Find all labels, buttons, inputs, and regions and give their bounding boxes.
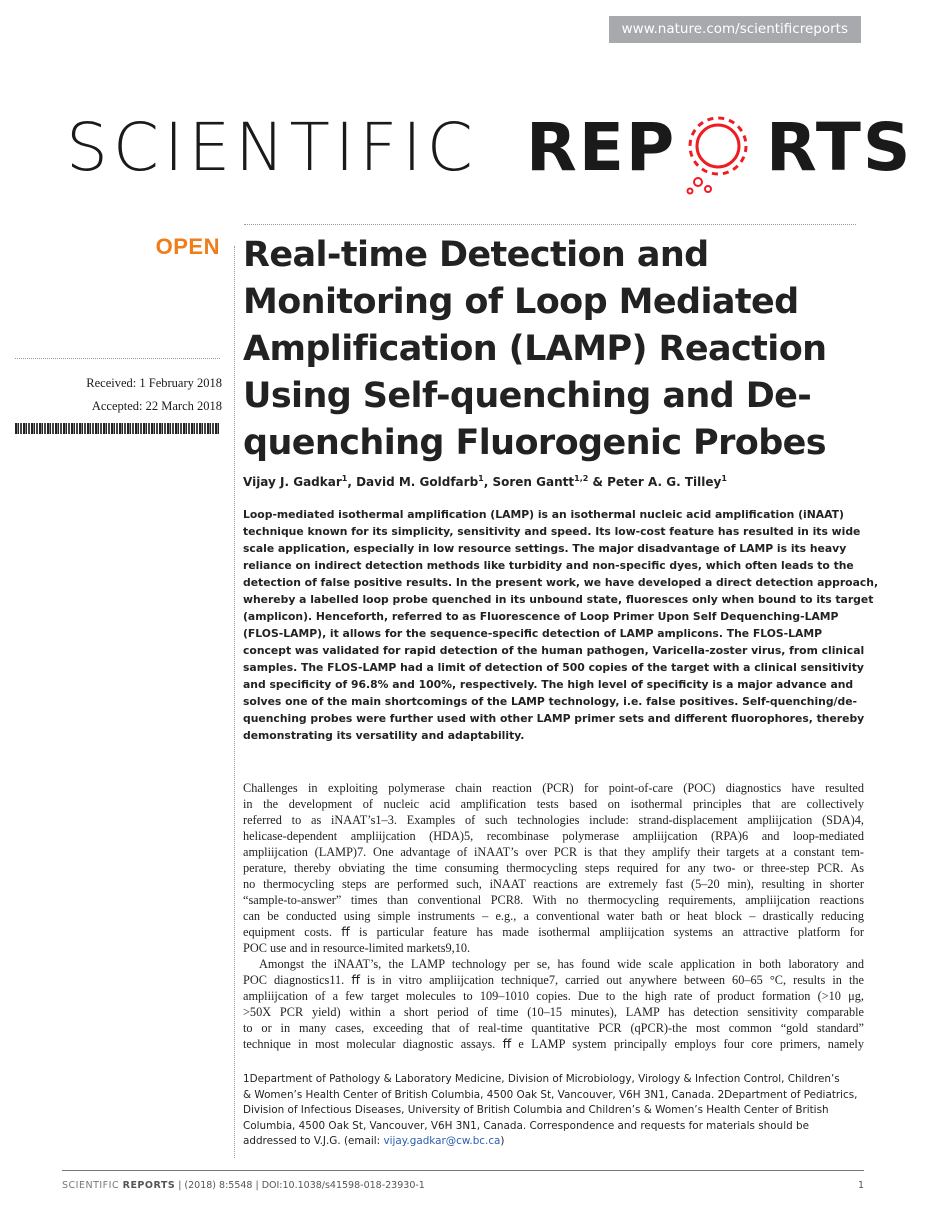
- body-line: to or in many cases, exceeding that of real-time quantitative PCR (qPCR)-the most common “gold standard”: [243, 1021, 864, 1035]
- abstract-line: whereby a labelled loop probe quenched in its unbound state, fluoresces only when bound to its target: [243, 593, 874, 606]
- abstract-line: demonstrating its versatility and adaptability.: [243, 729, 525, 742]
- masthead-rep: REP: [526, 109, 677, 186]
- body-line: can be conducted using simple instruments – e.g., a conventional water bath or heat block – drastically reducing: [243, 909, 864, 923]
- journal-masthead: [66, 100, 913, 195]
- abstract-line: reliance on indirect detection methods like turbidity and non-specific dyes, which often leads to the: [243, 559, 854, 572]
- abstract-line: detection of false positive results. In the present work, we have developed a direct detection approach,: [243, 576, 879, 589]
- abstract-line: and specificity of 96.8% and 100%, respectively. The high level of specificity is a major advance and: [243, 678, 854, 691]
- author-name[interactable]: David M. Goldfarb: [356, 475, 479, 489]
- author-separator: ,: [347, 475, 357, 489]
- abstract-line: solves one of the main shortcomings of the LAMP technology, i.e. false positives. Self-quenching/de-: [243, 695, 858, 708]
- footer-divider: [62, 1170, 864, 1171]
- footer-journal: [62, 1180, 175, 1191]
- masthead-rts: RTS: [766, 109, 913, 186]
- column-divider: [234, 246, 235, 1158]
- body-text: [243, 780, 864, 1052]
- received-date: Received: 1 February 2018: [86, 376, 222, 390]
- abstract-line: scale application, especially in low resource settings. The major disadvantage of LAMP is its heavy: [243, 542, 847, 555]
- footer-journal-bold: REPORTS: [122, 1180, 176, 1191]
- title-line: Real-time Detection and: [243, 235, 709, 275]
- body-line: >50X PCR yield) within a short period of time (10–15 minutes), LAMP has detection sensitivity comparable: [243, 1005, 864, 1019]
- abstract-line: samples. The FLOS-LAMP had a limit of detection of 500 copies of the target with a clinical sensitivity: [243, 661, 864, 674]
- author-separator: &: [588, 475, 608, 489]
- author-affiliation: 1: [721, 474, 727, 483]
- page-number: 1: [857, 1180, 864, 1191]
- abstract: [243, 506, 879, 744]
- body-line: ampliijcation (LAMP)7. One advantage of iNAAT’s over PCR is that they amplify their targets at a constant tem-: [243, 845, 864, 859]
- body-line: Challenges in exploiting polymerase chain reaction (PCR) for point-of-care (POC) diagnostics have resulted: [243, 781, 864, 795]
- title-line: quenching Fluorogenic Probes: [243, 423, 827, 463]
- footnote-last-line: [243, 1134, 865, 1150]
- abstract-line: (FLOS-LAMP), it allows for the sequence-specific detection of LAMP amplicons. The FLOS-LAMP: [243, 627, 823, 640]
- masthead-scientific: SCIENTIFIC: [66, 109, 478, 186]
- body-line: POC use and in resource-limited markets9,10.: [243, 941, 471, 955]
- accepted-date: Accepted: 22 March 2018: [91, 399, 222, 413]
- body-line: “sample-to-answer” times than conventional PCR8. With no thermocycling requirements, ampliijcation reactions: [243, 893, 864, 907]
- author-name[interactable]: Peter A. G. Tilley: [607, 475, 722, 489]
- body-line: perature, thereby obviating the time consuming thermocycling steps required for any two- or three-step PCR. As: [243, 861, 864, 875]
- decorative-barcode: [15, 423, 219, 434]
- journal-url[interactable]: www.nature.com/scientificreports: [609, 16, 861, 43]
- body-line: equipment costs. ﬀ is particular feature has made isothermal ampliijcation systems an attractive platform for: [243, 925, 864, 939]
- body-line: Amongst the iNAAT’s, the LAMP technology per se, has found wide scale application in both laboratory and: [259, 957, 864, 971]
- body-line: no thermocycling steps are performed such, iNAAT reactions are extremely fast (5–20 min), resulting in shorter: [243, 877, 864, 891]
- author-affiliation: 1,2: [574, 474, 589, 483]
- footnote-close: ): [500, 1135, 505, 1147]
- footnote-line: Columbia, 4500 Oak St, Vancouver, V6H 3N1, Canada. Correspondence and requests for materials should be: [243, 1119, 809, 1132]
- abstract-line: concept was validated for rapid detection of the human pathogen, Varicella-zoster virus, from clinical: [243, 644, 865, 657]
- footnote-line: addressed to V.J.G. (email:: [243, 1135, 384, 1147]
- author-name[interactable]: Soren Gantt: [492, 475, 575, 489]
- open-access-label: OPEN: [155, 234, 220, 259]
- title-line: Using Self-quenching and De-: [243, 376, 812, 416]
- body-line: in the development of nucleic acid amplification tests based on isothermal principles that are collectively: [243, 797, 864, 811]
- footer-citation: | (2018) 8:5548 | DOI:10.1038/s41598-018-23930-1: [175, 1180, 425, 1191]
- affiliations-footnote: [243, 1072, 865, 1150]
- author-separator: ,: [483, 475, 493, 489]
- author-list: [243, 474, 863, 489]
- footnote-line: Division of Infectious Diseases, University of British Columbia and Children’s & Women’s Health Center of British: [243, 1104, 829, 1116]
- dates-divider: [15, 358, 220, 359]
- body-line: referred to as iNAAT’s1–3. Examples of such technologies include: strand-displacement ampliijcation (SDA)4,: [243, 813, 864, 827]
- footnote-line: 1Department of Pathology & Laboratory Medicine, Division of Microbiology, Virology & Infection Control, Children’s: [243, 1073, 840, 1085]
- body-line: helicase-dependent ampliijcation (HDA)5, recombinase polymerase ampliijcation (RPA)6 and loop-mediated: [243, 829, 864, 843]
- masthead-gear-o-icon: [674, 98, 770, 198]
- footnote-line: & Women’s Health Center of British Columbia, 4500 Oak St, Vancouver, V6H 3N1, Canada. 2Department of Pediatrics,: [243, 1088, 858, 1101]
- author-name[interactable]: Vijay J. Gadkar: [243, 475, 342, 489]
- abstract-line: quenching probes were further used with other LAMP primer sets and different fluorophores, thereby: [243, 712, 865, 725]
- body-line: technique in most molecular diagnostic assays. ﬀ e LAMP system principally employs four core primers, namely: [243, 1037, 864, 1051]
- page-footer: [62, 1180, 864, 1191]
- body-line: POC diagnostics11. ﬀ is in vitro ampliijcation technique7, carried out anywhere between 60–65 °C, results in the: [243, 973, 864, 987]
- abstract-line: (amplicon). Henceforth, referred to as Fluorescence of Loop Primer Upon Self Dequenching-LAMP: [243, 610, 839, 623]
- abstract-line: Loop-mediated isothermal amplification (LAMP) is an isothermal nucleic acid amplification (iNAAT): [243, 508, 844, 521]
- article-title: [243, 232, 843, 467]
- footer-journal-light: SCIENTIFIC: [62, 1180, 120, 1191]
- author-affiliation: 1: [341, 474, 348, 483]
- header-divider: [244, 224, 856, 225]
- title-line: Amplification (LAMP) Reaction: [243, 329, 827, 369]
- correspondence-email-link[interactable]: vijay.gadkar@cw.bc.ca: [383, 1135, 501, 1147]
- abstract-line: technique known for its simplicity, sensitivity and speed. Its low-cost feature has resulted in its wide: [243, 525, 861, 538]
- author-affiliation: 1: [478, 474, 484, 483]
- body-line: ampliijcation of a few target molecules to 109–1010 copies. Due to the high rate of product formation (>10 μg,: [243, 989, 864, 1003]
- title-line: Monitoring of Loop Mediated: [243, 282, 799, 322]
